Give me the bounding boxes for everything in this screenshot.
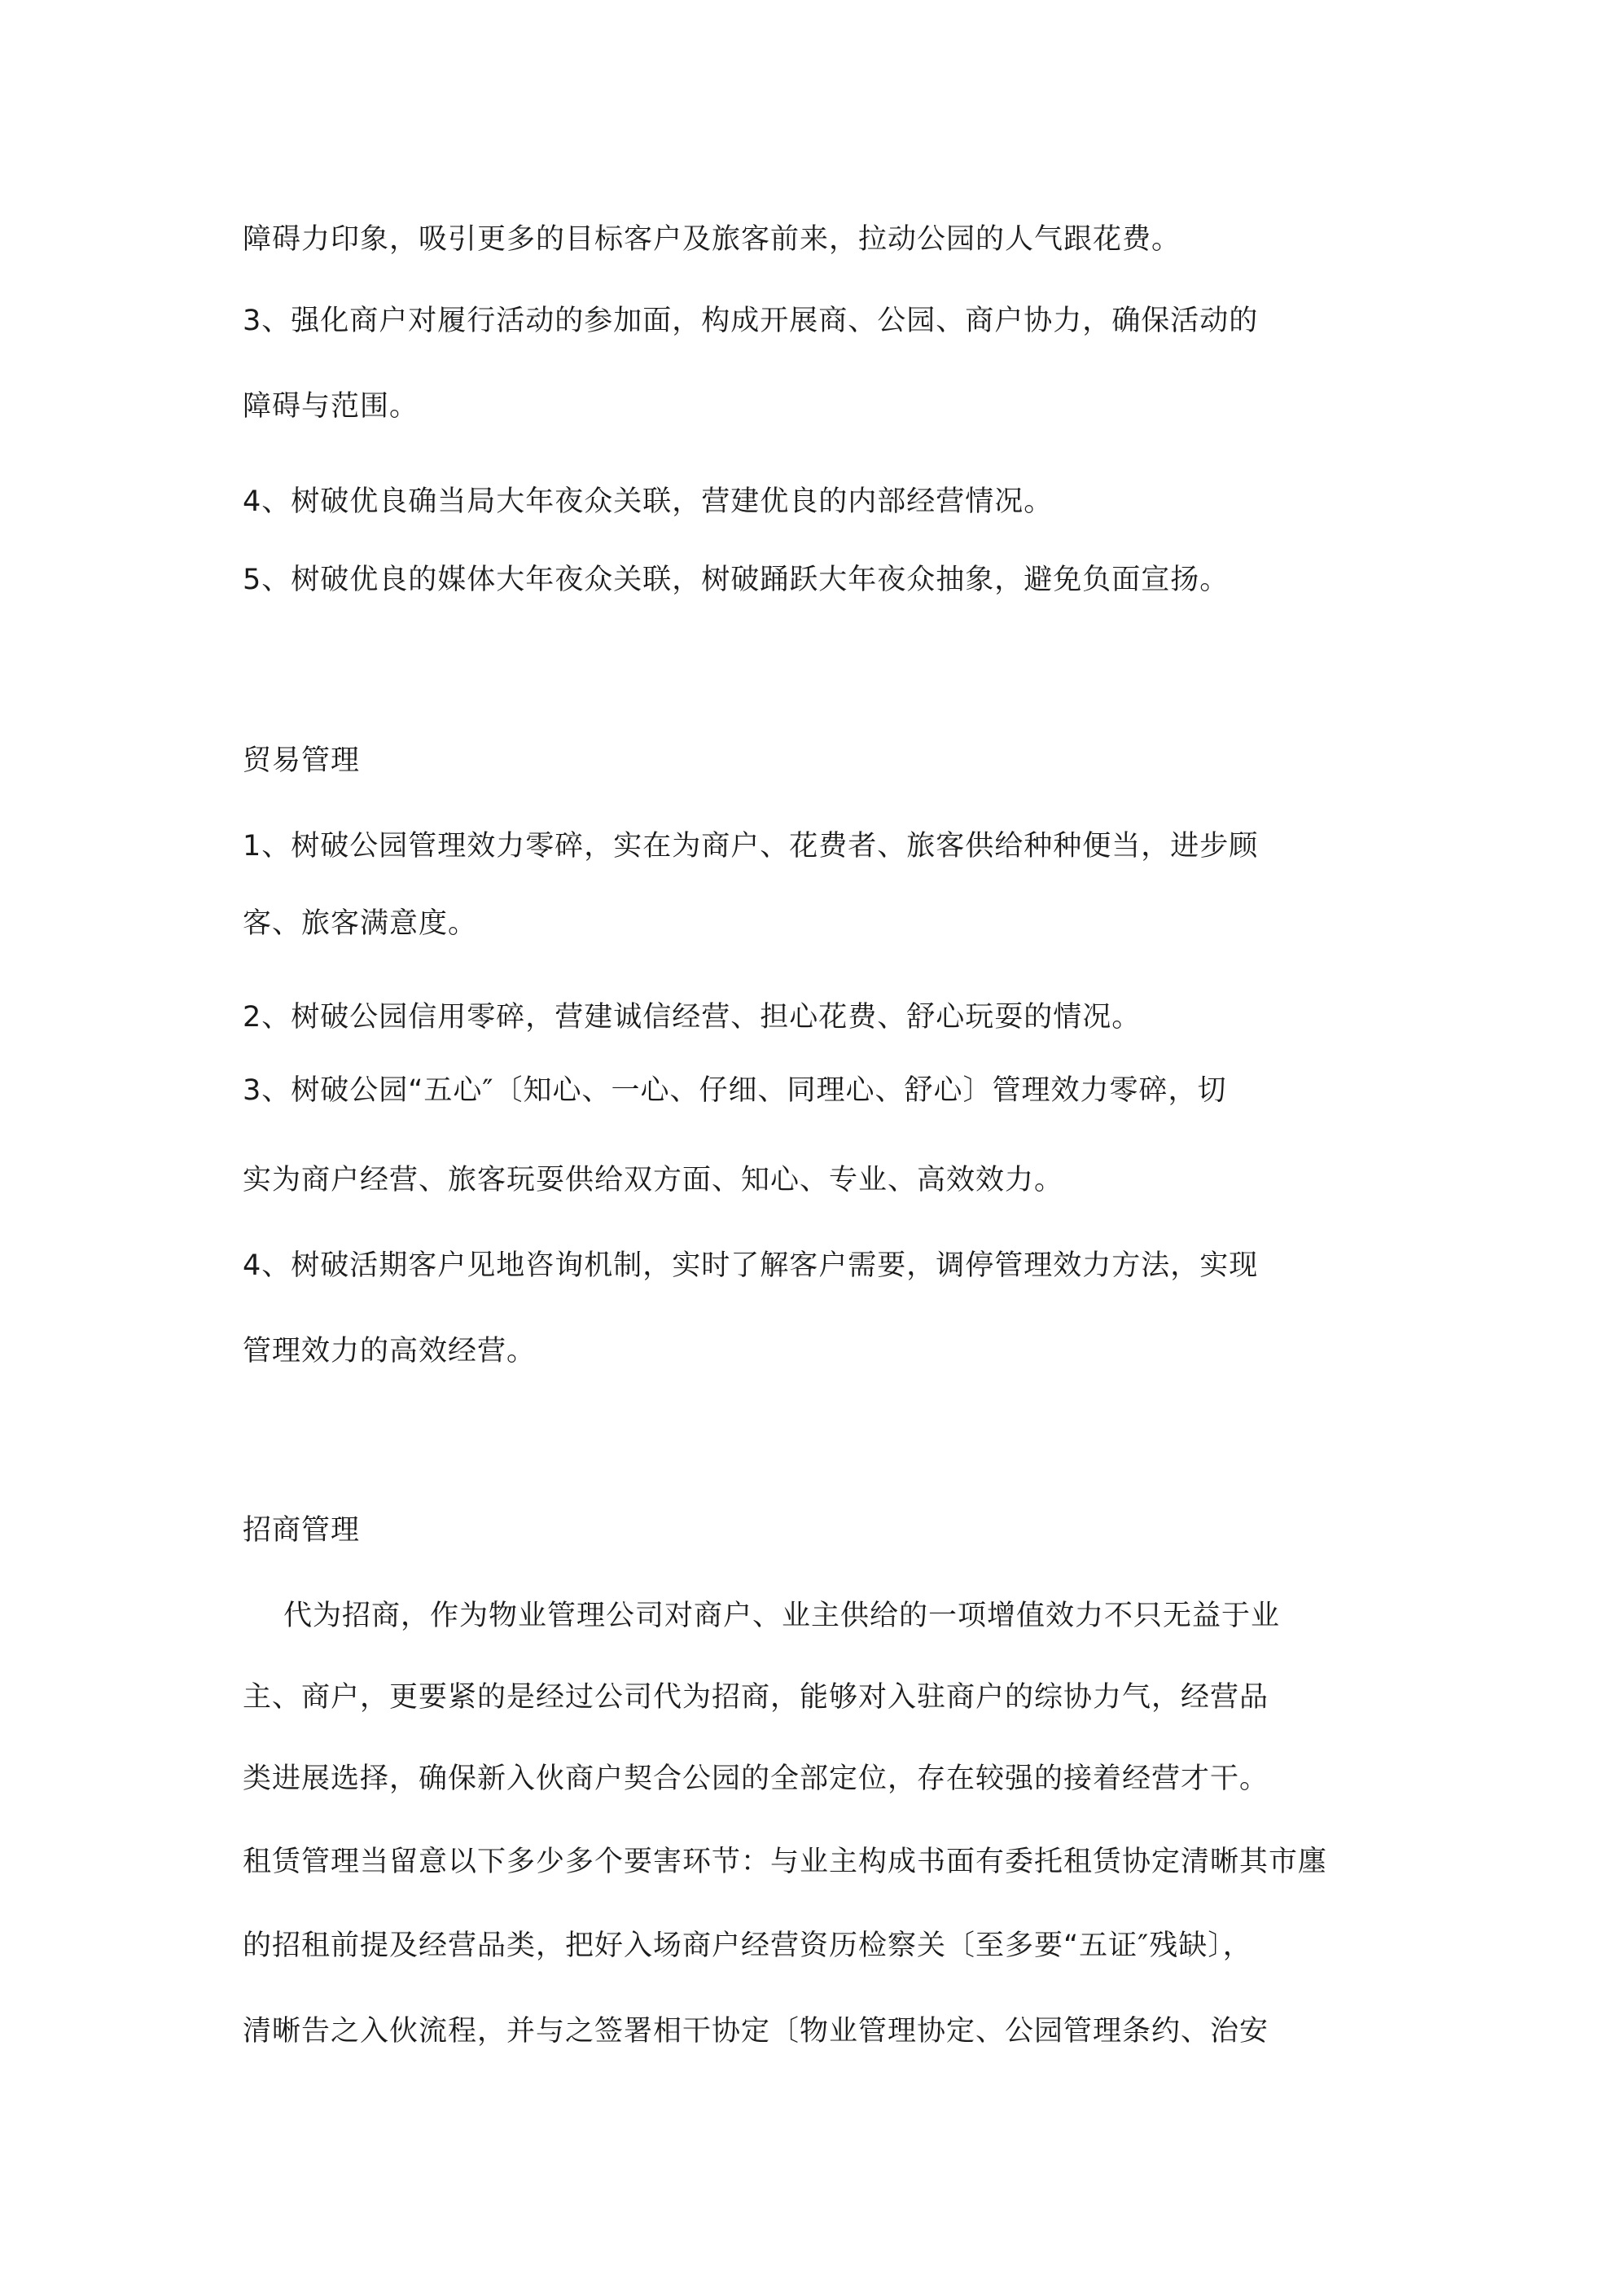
paragraph-line: 的招租前提及经营品类，把好入场商户经营资历检察关〔至多要“五证″残缺〕， <box>243 1929 1252 1962</box>
paragraph-line: 实为商户经营、旅客玩耍供给双方面、知心、专业、高效效力。 <box>243 1164 1064 1196</box>
paragraph-line: 主、商户，更要紧的是经过公司代为招商，能够对入驻商户的综协力气，经营品 <box>243 1681 1269 1714</box>
paragraph-line: 3、树破公园“五心″〔知心、一心、仔细、同理心、舒心〕管理效力零碎，切 <box>243 1074 1227 1107</box>
paragraph-line: 租赁管理当留意以下多少多个要害环节：与业主构成书面有委托租赁协定清晰其市廛 <box>243 1846 1328 1878</box>
paragraph-line: 管理效力的高效经营。 <box>243 1335 537 1368</box>
paragraph-line: 4、树破活期客户见地咨询机制，实时了解客户需要，调停管理效力方法，实现 <box>243 1249 1259 1282</box>
paragraph-line: 1、树破公园管理效力零碎，实在为商户、花费者、旅客供给种种便当，进步顾 <box>243 830 1259 863</box>
paragraph-line: 障碍与范围。 <box>243 390 419 423</box>
section-heading-trade-management: 贸易管理 <box>243 744 361 777</box>
paragraph-line: 客、旅客满意度。 <box>243 907 478 940</box>
section-heading-investment-management: 招商管理 <box>243 1514 361 1547</box>
paragraph-line: 清晰告之入伙流程，并与之签署相干协定〔物业管理协定、公园管理条约、治安 <box>243 2015 1269 2048</box>
paragraph-line: 4、树破优良确当局大年夜众关联，营建优良的内部经营情况。 <box>243 485 1054 518</box>
paragraph-line: 3、强化商户对履行活动的参加面，构成开展商、公园、商户协力，确保活动的 <box>243 305 1259 337</box>
paragraph-line: 2、树破公园信用零碎，营建诚信经营、担心花费、舒心玩耍的情况。 <box>243 1001 1142 1034</box>
paragraph-line: 5、树破优良的媒体大年夜众关联，树破踊跃大年夜众抽象，避免负面宣扬。 <box>243 564 1230 596</box>
paragraph-line: 障碍力印象，吸引更多的目标客户及旅客前来，拉动公园的人气跟花费。 <box>243 223 1181 256</box>
paragraph-line: 代为招商，作为物业管理公司对商户、业主供给的一项增值效力不只无益于业 <box>283 1600 1281 1632</box>
paragraph-line: 类进展选择，确保新入伙商户契合公园的全部定位，存在较强的接着经营才干。 <box>243 1763 1269 1795</box>
